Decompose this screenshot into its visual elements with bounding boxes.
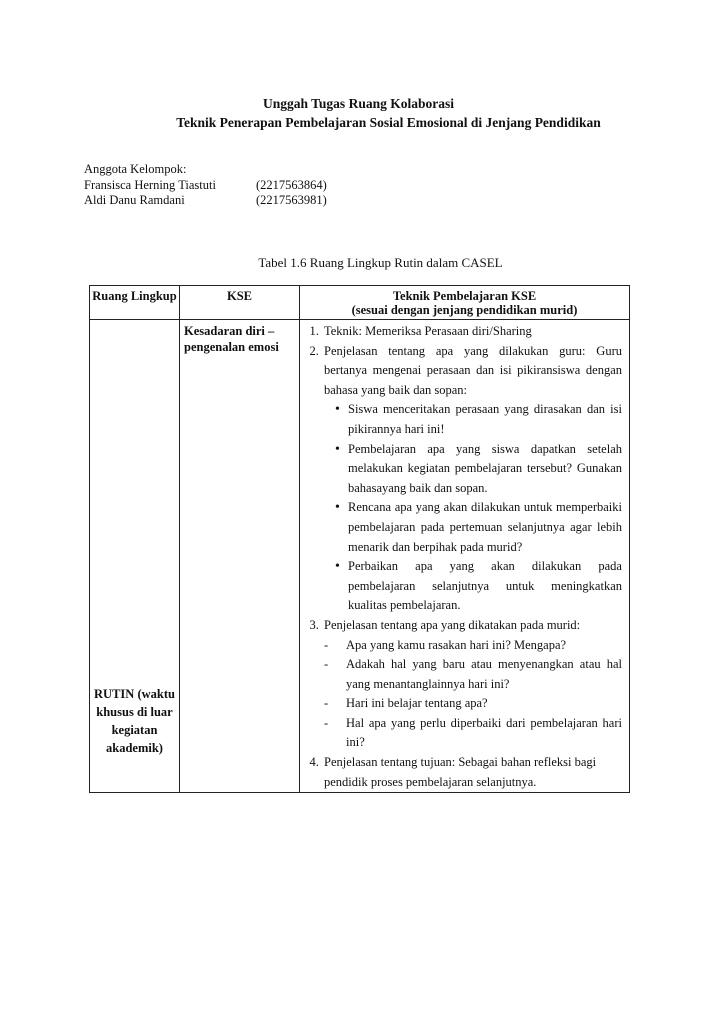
technique-list (306, 322, 622, 792)
teacher-actions-text: 2. Penjelasan tentang apa yang dilakukan guru: Guru bertanya mengenai perasaan dan isi pikiransiswa dengan bahasa yang baik dan sopan: (324, 343, 622, 397)
technique-item-3 (322, 616, 622, 753)
document-title: Unggah Tugas Ruang Kolaborasi (263, 96, 454, 111)
technique-item-2 (322, 342, 622, 616)
member-id: (2217563981) (256, 193, 327, 207)
member-id: (2217563864) (256, 177, 327, 192)
teacher-actions-bullets (324, 400, 622, 616)
header-kse: KSE (180, 286, 300, 320)
member-row (84, 193, 327, 209)
member-name: Fransisca Herning Tiastuti (84, 177, 216, 192)
header-ruang-lingkup: Ruang Lingkup (90, 286, 180, 320)
dash-item: - Apa yang kamu rasakan hari ini? Mengapa? (330, 636, 622, 656)
bullet-item: • Rencana apa yang akan dilakukan untuk memperbaiki pembelajaran pada pertemuan selanjutnya agar lebih menarik dan berpihak pada murid? (348, 498, 622, 557)
bullet-item: • Pembelajaran apa yang siswa dapatkan setelah melakukan kegiatan pembelajaran tersebut? Gunakan bahasayang baik dan sopan. (348, 440, 622, 499)
header-teknik-subtitle: (sesuai dengan jenjang pendidikan murid) (351, 303, 578, 317)
bullet-item: • Perbaikan apa yang akan dilakukan pada pembelajaran selanjutnya untuk meningkatkan kualitas pembelajaran. (348, 557, 622, 616)
student-prompts-text: 3. Penjelasan tentang apa yang dikatakan pada murid: (324, 617, 581, 632)
casel-table (89, 285, 630, 793)
table-header-row (90, 286, 630, 320)
bullet-item: • Siswa menceritakan perasaan yang dirasakan dan isi pikirannya hari ini! (348, 400, 622, 439)
member-name: Aldi Danu Ramdani (84, 193, 185, 207)
technique-item-1: 1. Teknik: Memeriksa Perasaan diri/Sharing (322, 322, 622, 342)
technique-cell (300, 320, 630, 793)
technique-item-4: 4. Penjelasan tentang tujuan: Sebagai bahan refleksi bagi pendidik proses pembelajaran selanjutnya. (322, 753, 622, 792)
group-members (84, 162, 327, 209)
header-teknik (300, 286, 630, 320)
member-row (84, 178, 327, 194)
scope-cell: RUTIN (waktu khusus di luar kegiatan akademik) (90, 320, 180, 793)
student-prompts-list (308, 636, 622, 754)
document-subtitle: Teknik Penerapan Pembelajaran Sosial Emosional di Jenjang Pendidikan (176, 115, 601, 130)
kse-cell: Kesadaran diri –pengenalan emosi (180, 320, 300, 793)
dash-item: - Hal apa yang perlu diperbaiki dari pembelajaran hari ini? (330, 714, 622, 753)
members-label: Anggota Kelompok: (84, 162, 187, 176)
table-row (90, 320, 630, 793)
dash-item: - Hari ini belajar tentang apa? (330, 694, 622, 714)
header-teknik-title: Teknik Pembelajaran KSE (392, 289, 537, 303)
table-caption: Tabel 1.6 Ruang Lingkup Rutin dalam CASEL (258, 255, 503, 270)
dash-item: - Adakah hal yang baru atau menyenangkan atau hal yang menantanglainnya hari ini? (330, 655, 622, 694)
